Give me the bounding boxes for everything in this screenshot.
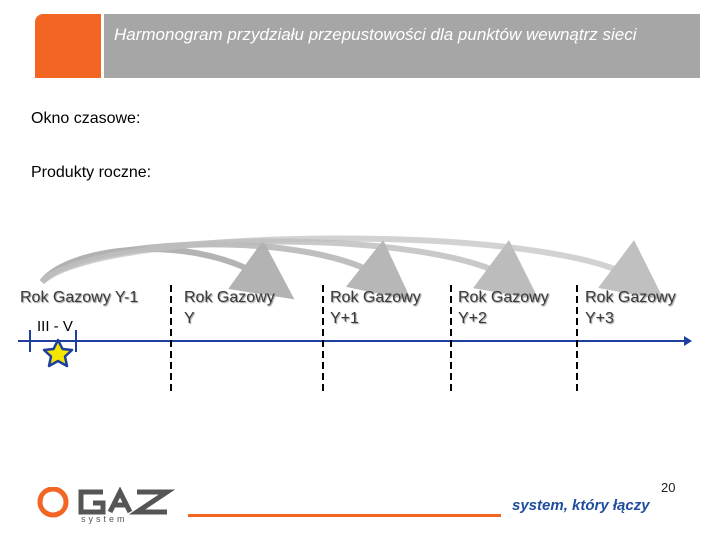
year-label-y-minus-1: Rok Gazowy Y-1 [20, 289, 139, 306]
year-label-y: Rok Gazowy Y [184, 289, 275, 327]
star-icon [44, 340, 72, 366]
window-period-label: III - V [37, 318, 73, 335]
year-label-y-plus-3: Rok Gazowy Y+3 [585, 289, 676, 327]
logo-subtext: system [81, 514, 128, 524]
year-label-y-plus-2: Rok Gazowy Y+2 [458, 289, 549, 327]
gaz-system-logo [35, 487, 175, 532]
year-label-y-plus-1: Rok Gazowy Y+1 [330, 289, 421, 327]
time-window-label: Okno czasowe: [31, 110, 141, 127]
tagline: system, który łączy [512, 497, 650, 514]
timeline-arrowhead [684, 336, 692, 346]
footer-line [188, 514, 501, 517]
slide-title: Harmonogram przydziału przepustowości dla punktów wewnątrz sieci [114, 25, 637, 44]
page-number: 20 [661, 480, 676, 495]
annual-products-label: Produkty roczne: [31, 164, 152, 181]
allocation-arrow-y1 [42, 244, 388, 282]
